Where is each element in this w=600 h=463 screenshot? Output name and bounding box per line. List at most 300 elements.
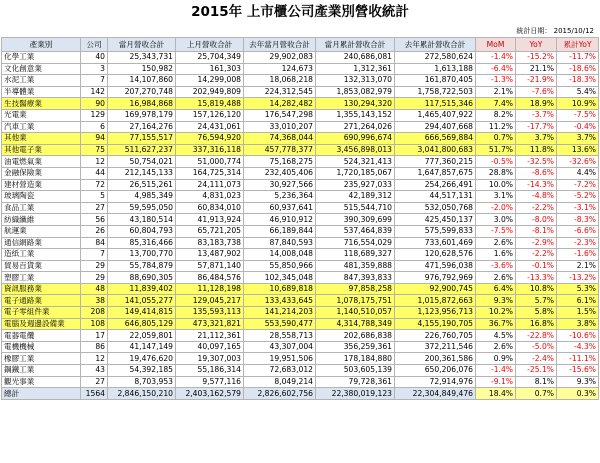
table-row xyxy=(2,179,599,191)
cumulative-cell: 97,858,258 xyxy=(316,283,395,295)
cumulative-yoy-cell: -10.6% xyxy=(557,330,599,342)
cumulative-yoy-cell: -1.6% xyxy=(557,249,599,261)
cumulative-yoy-cell: -18.6% xyxy=(557,63,599,75)
mom-cell: 3.1% xyxy=(476,191,516,203)
companies-cell: 208 xyxy=(81,307,108,319)
table-row xyxy=(2,307,599,319)
yoy-cell: -2.2% xyxy=(516,249,557,261)
industry-cell: 玻璃陶瓷 xyxy=(2,191,81,203)
cumulative-yoy-cell: 10.9% xyxy=(557,98,599,110)
mom-cell: -3.6% xyxy=(476,260,516,272)
industry-cell: 電子零組件業 xyxy=(2,307,81,319)
current-month-cell: 88,690,305 xyxy=(108,272,176,284)
previous-month-cell: 24,111,073 xyxy=(176,179,244,191)
yoy-cell: -14.3% xyxy=(516,179,557,191)
cumulative-cell: 503,605,139 xyxy=(316,365,395,377)
cumulative-cell: 235,927,033 xyxy=(316,179,395,191)
table-row xyxy=(2,283,599,295)
last-year-month-cell: 75,168,275 xyxy=(244,156,316,168)
col-header-cumulative-yoy: 累計YoY xyxy=(557,38,599,52)
cumulative-cell: 202,686,838 xyxy=(316,330,395,342)
previous-month-cell: 21,112,361 xyxy=(176,330,244,342)
current-month-cell: 55,784,879 xyxy=(108,260,176,272)
companies-cell: 29 xyxy=(81,260,108,272)
current-month-cell: 207,270,748 xyxy=(108,86,176,98)
industry-cell: 電機機械 xyxy=(2,341,81,353)
yoy-cell: -7.6% xyxy=(516,86,557,98)
table-body xyxy=(2,52,599,400)
current-month-cell: 26,515,261 xyxy=(108,179,176,191)
table-row xyxy=(2,144,599,156)
previous-month-cell: 41,913,924 xyxy=(176,214,244,226)
table-row xyxy=(2,202,599,214)
yoy-cell: -8.0% xyxy=(516,214,557,226)
cumulative-cell: 240,686,081 xyxy=(316,52,395,64)
last-year-cumulative-cell: 777,360,215 xyxy=(395,156,476,168)
previous-month-cell: 51,000,774 xyxy=(176,156,244,168)
cumulative-yoy-cell: 4.4% xyxy=(557,167,599,179)
companies-cell: 6 xyxy=(81,121,108,133)
mom-cell: -2.0% xyxy=(476,202,516,214)
cumulative-yoy-cell: -13.2% xyxy=(557,272,599,284)
industry-cell: 文化創意業 xyxy=(2,63,81,75)
current-month-cell: 54,392,185 xyxy=(108,365,176,377)
last-year-month-cell: 18,068,218 xyxy=(244,75,316,87)
companies-cell: 29 xyxy=(81,272,108,284)
cumulative-yoy-cell: -3.1% xyxy=(557,202,599,214)
last-year-cumulative-cell: 44,517,131 xyxy=(395,191,476,203)
col-header-last-year-month: 去年當月營收合計 xyxy=(244,38,316,52)
current-month-cell: 85,316,466 xyxy=(108,237,176,249)
yoy-cell: -22.8% xyxy=(516,330,557,342)
mom-cell: 8.2% xyxy=(476,109,516,121)
previous-month-cell: 4,831,023 xyxy=(176,191,244,203)
companies-cell: 56 xyxy=(81,214,108,226)
cumulative-yoy-cell: -11.7% xyxy=(557,52,599,64)
cumulative-cell: 79,728,361 xyxy=(316,376,395,388)
mom-cell: 10.2% xyxy=(476,307,516,319)
cumulative-cell: 481,359,888 xyxy=(316,260,395,272)
current-month-cell: 27,164,276 xyxy=(108,121,176,133)
companies-cell: 44 xyxy=(81,167,108,179)
table-row xyxy=(2,156,599,168)
companies-cell: 12 xyxy=(81,156,108,168)
mom-cell: 10.0% xyxy=(476,179,516,191)
current-month-cell: 19,476,620 xyxy=(108,353,176,365)
previous-month-cell: 65,721,205 xyxy=(176,225,244,237)
cumulative-cell: 118,689,327 xyxy=(316,249,395,261)
industry-cell: 資訊服務業 xyxy=(2,283,81,295)
last-year-month-cell: 55,850,966 xyxy=(244,260,316,272)
last-year-month-cell: 8,049,214 xyxy=(244,376,316,388)
cumulative-yoy-cell: 5.3% xyxy=(557,283,599,295)
mom-cell: 2.1% xyxy=(476,86,516,98)
previous-month-cell: 129,045,217 xyxy=(176,295,244,307)
last-year-month-cell: 30,927,566 xyxy=(244,179,316,191)
companies-cell: 94 xyxy=(81,133,108,145)
companies-cell: 26 xyxy=(81,225,108,237)
cumulative-cell: 4,314,788,349 xyxy=(316,318,395,330)
cumulative-yoy-cell: 1.5% xyxy=(557,307,599,319)
previous-month-cell: 161,303 xyxy=(176,63,244,75)
col-header-cumulative: 當月累計營收合計 xyxy=(316,38,395,52)
last-year-month-cell: 10,689,818 xyxy=(244,283,316,295)
table-row xyxy=(2,86,599,98)
mom-cell: 2.6% xyxy=(476,341,516,353)
current-month-cell: 25,343,731 xyxy=(108,52,176,64)
industry-cell: 鋼鐵工業 xyxy=(2,365,81,377)
yoy-cell: -8.1% xyxy=(516,225,557,237)
industry-cell: 食品工業 xyxy=(2,202,81,214)
previous-month-cell: 76,594,920 xyxy=(176,133,244,145)
last-year-month-cell: 46,910,912 xyxy=(244,214,316,226)
yoy-cell: -4.8% xyxy=(516,191,557,203)
cumulative-cell: 178,184,880 xyxy=(316,353,395,365)
yoy-cell: -13.3% xyxy=(516,272,557,284)
cumulative-cell: 1,078,175,751 xyxy=(316,295,395,307)
previous-month-cell: 83,183,738 xyxy=(176,237,244,249)
mom-cell: 9.3% xyxy=(476,295,516,307)
cumulative-yoy-cell: -2.3% xyxy=(557,237,599,249)
last-year-month-cell: 66,189,844 xyxy=(244,225,316,237)
yoy-cell: 8.1% xyxy=(516,376,557,388)
last-year-cumulative-cell: 72,914,976 xyxy=(395,376,476,388)
col-header-previous-month: 上月營收合計 xyxy=(176,38,244,52)
cumulative-cell: 42,189,312 xyxy=(316,191,395,203)
current-month-cell: 4,985,349 xyxy=(108,191,176,203)
last-year-month-cell: 457,778,377 xyxy=(244,144,316,156)
yoy-cell: -2.4% xyxy=(516,353,557,365)
companies-cell: 108 xyxy=(81,318,108,330)
industry-cell: 光電業 xyxy=(2,109,81,121)
table-row xyxy=(2,167,599,179)
previous-month-cell: 157,126,120 xyxy=(176,109,244,121)
industry-cell: 造紙工業 xyxy=(2,249,81,261)
current-month-cell: 212,145,133 xyxy=(108,167,176,179)
last-year-month-cell: 28,558,713 xyxy=(244,330,316,342)
yoy-cell: -2.2% xyxy=(516,202,557,214)
yoy-cell: 18.9% xyxy=(516,98,557,110)
yoy-cell: -2.9% xyxy=(516,237,557,249)
cumulative-yoy-cell: 0.3% xyxy=(557,388,599,400)
total-row xyxy=(2,388,599,400)
previous-month-cell: 135,593,113 xyxy=(176,307,244,319)
previous-month-cell: 60,834,010 xyxy=(176,202,244,214)
col-header-last-year-cumulative: 去年累計營收合計 xyxy=(395,38,476,52)
current-month-cell: 11,839,402 xyxy=(108,283,176,295)
cumulative-yoy-cell: -7.5% xyxy=(557,109,599,121)
cumulative-cell: 271,264,026 xyxy=(316,121,395,133)
mom-cell: 2.6% xyxy=(476,237,516,249)
previous-month-cell: 15,819,488 xyxy=(176,98,244,110)
last-year-month-cell: 33,010,207 xyxy=(244,121,316,133)
industry-cell: 橡膠工業 xyxy=(2,353,81,365)
mom-cell: -0.5% xyxy=(476,156,516,168)
last-year-cumulative-cell: 425,450,137 xyxy=(395,214,476,226)
industry-cell: 金融保險業 xyxy=(2,167,81,179)
table-row xyxy=(2,191,599,203)
cumulative-cell: 515,544,710 xyxy=(316,202,395,214)
previous-month-cell: 2,403,162,579 xyxy=(176,388,244,400)
last-year-month-cell: 5,236,364 xyxy=(244,191,316,203)
table-row xyxy=(2,353,599,365)
mom-cell: -1.4% xyxy=(476,52,516,64)
industry-cell: 其他電子業 xyxy=(2,144,81,156)
yoy-cell: -0.1% xyxy=(516,260,557,272)
last-year-cumulative-cell: 575,599,833 xyxy=(395,225,476,237)
table-row xyxy=(2,249,599,261)
last-year-cumulative-cell: 733,601,469 xyxy=(395,237,476,249)
cumulative-yoy-cell: 9.3% xyxy=(557,376,599,388)
last-year-month-cell: 29,902,083 xyxy=(244,52,316,64)
companies-cell: 38 xyxy=(81,295,108,307)
last-year-cumulative-cell: 976,792,969 xyxy=(395,272,476,284)
last-year-month-cell: 14,282,482 xyxy=(244,98,316,110)
industry-cell: 航運業 xyxy=(2,225,81,237)
yoy-cell: -21.9% xyxy=(516,75,557,87)
last-year-month-cell: 43,307,004 xyxy=(244,341,316,353)
current-month-cell: 141,055,277 xyxy=(108,295,176,307)
companies-cell: 27 xyxy=(81,202,108,214)
last-year-cumulative-cell: 120,628,576 xyxy=(395,249,476,261)
industry-cell: 化學工業 xyxy=(2,52,81,64)
stat-date xyxy=(516,26,594,37)
last-year-cumulative-cell: 372,211,546 xyxy=(395,341,476,353)
yoy-cell: -25.1% xyxy=(516,365,557,377)
cumulative-cell: 22,380,019,123 xyxy=(316,388,395,400)
industry-cell: 總計 xyxy=(2,388,81,400)
last-year-month-cell: 133,433,645 xyxy=(244,295,316,307)
previous-month-cell: 40,097,165 xyxy=(176,341,244,353)
previous-month-cell: 25,704,349 xyxy=(176,52,244,64)
last-year-month-cell: 14,008,048 xyxy=(244,249,316,261)
yoy-cell: -15.2% xyxy=(516,52,557,64)
mom-cell: 36.7% xyxy=(476,318,516,330)
last-year-month-cell: 232,405,406 xyxy=(244,167,316,179)
companies-cell: 12 xyxy=(81,353,108,365)
last-year-cumulative-cell: 3,041,800,683 xyxy=(395,144,476,156)
stat-date-value: 2015/10/12 xyxy=(553,27,594,35)
col-header-industry: 產業別 xyxy=(2,38,81,52)
companies-cell: 84 xyxy=(81,237,108,249)
current-month-cell: 41,147,149 xyxy=(108,341,176,353)
companies-cell: 7 xyxy=(81,249,108,261)
previous-month-cell: 55,186,314 xyxy=(176,365,244,377)
last-year-cumulative-cell: 226,760,705 xyxy=(395,330,476,342)
industry-cell: 電子通路業 xyxy=(2,295,81,307)
companies-cell: 27 xyxy=(81,376,108,388)
yoy-cell: 10.8% xyxy=(516,283,557,295)
previous-month-cell: 13,487,902 xyxy=(176,249,244,261)
companies-cell: 3 xyxy=(81,63,108,75)
last-year-cumulative-cell: 650,206,076 xyxy=(395,365,476,377)
previous-month-cell: 9,577,116 xyxy=(176,376,244,388)
industry-cell: 油電燃氣業 xyxy=(2,156,81,168)
table-row xyxy=(2,330,599,342)
cumulative-cell: 690,996,674 xyxy=(316,133,395,145)
industry-cell: 觀光事業 xyxy=(2,376,81,388)
mom-cell: 1.6% xyxy=(476,249,516,261)
mom-cell: 2.6% xyxy=(476,272,516,284)
cumulative-yoy-cell: 5.4% xyxy=(557,86,599,98)
yoy-cell: 3.7% xyxy=(516,133,557,145)
cumulative-yoy-cell: -8.3% xyxy=(557,214,599,226)
table-row xyxy=(2,75,599,87)
current-month-cell: 77,155,517 xyxy=(108,133,176,145)
cumulative-cell: 356,259,361 xyxy=(316,341,395,353)
table-row xyxy=(2,121,599,133)
industry-cell: 電腦及週邊設備業 xyxy=(2,318,81,330)
page-title: 2015年 上市櫃公司產業別營收統計 xyxy=(191,4,409,20)
previous-month-cell: 57,871,140 xyxy=(176,260,244,272)
table-row xyxy=(2,98,599,110)
cumulative-cell: 1,312,361 xyxy=(316,63,395,75)
table-row xyxy=(2,109,599,121)
last-year-cumulative-cell: 294,407,668 xyxy=(395,121,476,133)
cumulative-cell: 3,456,898,013 xyxy=(316,144,395,156)
cumulative-yoy-cell: 3.8% xyxy=(557,318,599,330)
last-year-month-cell: 141,214,203 xyxy=(244,307,316,319)
last-year-cumulative-cell: 1,123,956,713 xyxy=(395,307,476,319)
cumulative-yoy-cell: -6.6% xyxy=(557,225,599,237)
mom-cell: 11.2% xyxy=(476,121,516,133)
mom-cell: -7.5% xyxy=(476,225,516,237)
cumulative-cell: 132,313,070 xyxy=(316,75,395,87)
yoy-cell: 16.8% xyxy=(516,318,557,330)
current-month-cell: 8,703,953 xyxy=(108,376,176,388)
yoy-cell: -5.0% xyxy=(516,341,557,353)
cumulative-yoy-cell: 2.1% xyxy=(557,260,599,272)
last-year-month-cell: 72,683,012 xyxy=(244,365,316,377)
yoy-cell: 11.8% xyxy=(516,144,557,156)
yoy-cell: -17.7% xyxy=(516,121,557,133)
last-year-month-cell: 224,312,545 xyxy=(244,86,316,98)
industry-cell: 塑膠工業 xyxy=(2,272,81,284)
companies-cell: 43 xyxy=(81,365,108,377)
industry-cell: 電器電纜 xyxy=(2,330,81,342)
companies-cell: 86 xyxy=(81,341,108,353)
last-year-month-cell: 87,840,593 xyxy=(244,237,316,249)
current-month-cell: 149,414,815 xyxy=(108,307,176,319)
industry-cell: 其他業 xyxy=(2,133,81,145)
table-row xyxy=(2,260,599,272)
current-month-cell: 511,627,237 xyxy=(108,144,176,156)
previous-month-cell: 24,431,061 xyxy=(176,121,244,133)
previous-month-cell: 11,128,198 xyxy=(176,283,244,295)
last-year-cumulative-cell: 200,361,586 xyxy=(395,353,476,365)
table-row xyxy=(2,365,599,377)
cumulative-yoy-cell: -18.3% xyxy=(557,75,599,87)
table-row xyxy=(2,214,599,226)
mom-cell: 4.5% xyxy=(476,330,516,342)
table-row xyxy=(2,318,599,330)
mom-cell: -1.3% xyxy=(476,75,516,87)
previous-month-cell: 202,949,809 xyxy=(176,86,244,98)
industry-cell: 半導體業 xyxy=(2,86,81,98)
companies-cell: 142 xyxy=(81,86,108,98)
last-year-cumulative-cell: 1,647,857,675 xyxy=(395,167,476,179)
cumulative-cell: 130,294,320 xyxy=(316,98,395,110)
last-year-cumulative-cell: 161,870,405 xyxy=(395,75,476,87)
industry-cell: 紡織纖維 xyxy=(2,214,81,226)
current-month-cell: 169,978,179 xyxy=(108,109,176,121)
industry-cell: 貿易百貨業 xyxy=(2,260,81,272)
last-year-month-cell: 553,590,477 xyxy=(244,318,316,330)
last-year-month-cell: 2,826,602,756 xyxy=(244,388,316,400)
yoy-cell: 5.7% xyxy=(516,295,557,307)
col-header-companies: 公司 xyxy=(81,38,108,52)
current-month-cell: 60,804,793 xyxy=(108,225,176,237)
cumulative-yoy-cell: -4.3% xyxy=(557,341,599,353)
last-year-cumulative-cell: 22,304,849,476 xyxy=(395,388,476,400)
industry-cell: 建材營造業 xyxy=(2,179,81,191)
previous-month-cell: 86,484,576 xyxy=(176,272,244,284)
last-year-cumulative-cell: 666,569,884 xyxy=(395,133,476,145)
table-row xyxy=(2,225,599,237)
stat-date-label: 統計日期： xyxy=(516,27,552,35)
companies-cell: 7 xyxy=(81,75,108,87)
yoy-cell: -8.6% xyxy=(516,167,557,179)
last-year-cumulative-cell: 254,266,491 xyxy=(395,179,476,191)
mom-cell: 0.9% xyxy=(476,353,516,365)
cumulative-yoy-cell: 13.6% xyxy=(557,144,599,156)
table-row xyxy=(2,341,599,353)
last-year-cumulative-cell: 117,515,346 xyxy=(395,98,476,110)
table-row xyxy=(2,52,599,64)
last-year-cumulative-cell: 471,596,038 xyxy=(395,260,476,272)
mom-cell: -1.4% xyxy=(476,365,516,377)
companies-cell: 72 xyxy=(81,179,108,191)
industry-cell: 通信網路業 xyxy=(2,237,81,249)
table-row xyxy=(2,63,599,75)
last-year-month-cell: 102,345,048 xyxy=(244,272,316,284)
last-year-cumulative-cell: 1,758,722,503 xyxy=(395,86,476,98)
table-row xyxy=(2,295,599,307)
last-year-cumulative-cell: 1,613,188 xyxy=(395,63,476,75)
mom-cell: 0.7% xyxy=(476,133,516,145)
table-row xyxy=(2,237,599,249)
cumulative-cell: 716,554,029 xyxy=(316,237,395,249)
companies-cell: 75 xyxy=(81,144,108,156)
previous-month-cell: 337,316,118 xyxy=(176,144,244,156)
last-year-cumulative-cell: 4,155,190,705 xyxy=(395,318,476,330)
yoy-cell: 0.7% xyxy=(516,388,557,400)
previous-month-cell: 473,321,821 xyxy=(176,318,244,330)
cumulative-cell: 1,140,510,057 xyxy=(316,307,395,319)
mom-cell: -6.4% xyxy=(476,63,516,75)
last-year-month-cell: 60,937,641 xyxy=(244,202,316,214)
mom-cell: 28.8% xyxy=(476,167,516,179)
cumulative-cell: 1,853,082,979 xyxy=(316,86,395,98)
current-month-cell: 43,180,514 xyxy=(108,214,176,226)
cumulative-yoy-cell: 6.1% xyxy=(557,295,599,307)
cumulative-cell: 524,321,413 xyxy=(316,156,395,168)
header-row xyxy=(2,38,599,52)
cumulative-cell: 537,464,839 xyxy=(316,225,395,237)
last-year-month-cell: 176,547,298 xyxy=(244,109,316,121)
current-month-cell: 22,059,801 xyxy=(108,330,176,342)
cumulative-cell: 390,309,699 xyxy=(316,214,395,226)
current-month-cell: 59,595,050 xyxy=(108,202,176,214)
revenue-table xyxy=(1,37,599,400)
companies-cell: 1564 xyxy=(81,388,108,400)
last-year-month-cell: 74,368,044 xyxy=(244,133,316,145)
cumulative-cell: 1,720,185,067 xyxy=(316,167,395,179)
yoy-cell: 5.8% xyxy=(516,307,557,319)
mom-cell: 51.7% xyxy=(476,144,516,156)
yoy-cell: 21.1% xyxy=(516,63,557,75)
yoy-cell: -32.5% xyxy=(516,156,557,168)
